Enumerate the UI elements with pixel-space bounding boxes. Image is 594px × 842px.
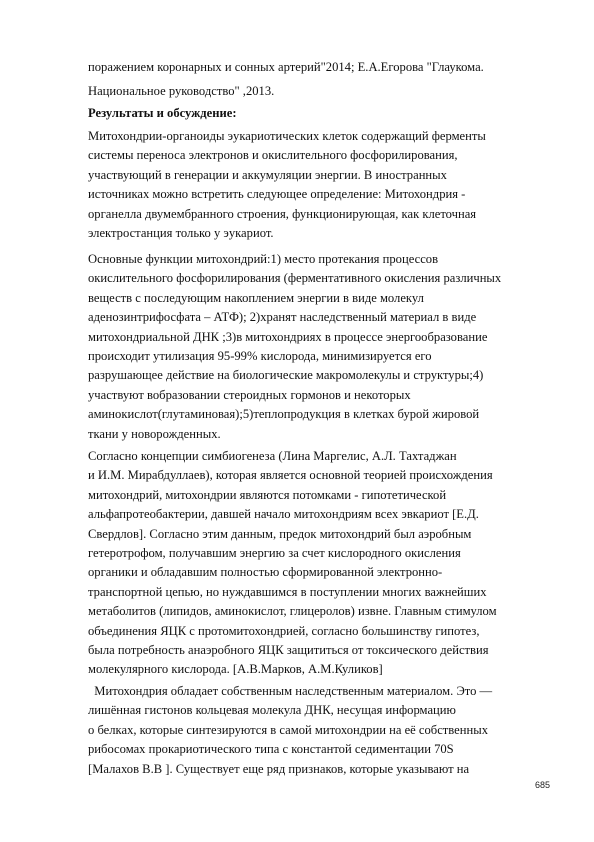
intro-reference <box>88 58 558 102</box>
paragraph-line: аденозинтрифосфата – АТФ); 2)хранят наследственный материал в виде <box>88 310 477 325</box>
paragraph-line: аминокислот(глутаминовая);5)теплопродукция в клетках бурой жировой <box>88 407 480 422</box>
paragraph-line: системы переноса электронов и окислительного фосфорилирования, <box>88 148 458 163</box>
intro-line: поражением коронарных и сонных артерий"2014; Е.А.Егорова "Глаукома. <box>88 60 484 74</box>
page-number: 685 <box>535 780 551 790</box>
paragraph-symbiogenesis <box>88 447 558 680</box>
section-heading <box>88 104 558 123</box>
paragraph-heredity <box>88 682 558 779</box>
paragraph-line: митохондрий, митохондрии являются потомками - гипотетической <box>88 487 447 502</box>
paragraph-line: альфапротеобактерии, давшей начало митохондриям всех эвкариот [Е.Д. <box>88 507 479 522</box>
paragraph-line: Митохондрия обладает собственным наследственным материалом. Это — <box>88 684 493 698</box>
paragraph-line: митохондриальной ДНК ;3)в митохондриях в процессе энергообразование <box>88 329 488 344</box>
section-heading-text: Результаты и обсуждение: <box>88 106 237 120</box>
paragraph-line: Согласно концепции симбиогенеза (Лина Маргелис, А.Л. Тахтаджан <box>88 449 457 463</box>
paragraph-line: Основные функции митохондрий:1) место протекания процессов <box>88 252 439 266</box>
paragraph-line: происходит утилизация 95-99% кислорода, минимизируется его <box>88 348 432 363</box>
paragraph-line: [Малахов В.В ]. Существует еще ряд признаков, которые указывают на <box>88 761 470 776</box>
paragraph-definition <box>88 127 558 243</box>
paragraph-line: электростанция только у эукариот. <box>88 225 274 240</box>
paragraph-line: участвующий в генерации и аккумуляции энергии. В иностранных <box>88 167 447 182</box>
paragraph-line: молекулярного кислорода. [А.В.Марков, А.М.Куликов] <box>88 662 383 677</box>
paragraph-line: органелла двумембранного строения, функционирующая, как клеточная <box>88 206 477 221</box>
paragraph-line: Митохондрии-органоиды эукариотических клеток содержащий ферменты <box>88 129 486 143</box>
paragraph-line: транспортной цепью, но нуждавшимся в поступлении многих важнейших <box>88 584 487 599</box>
paragraph-line: ткани у новорожденных. <box>88 426 221 441</box>
paragraph-line: рибосомах прокариотического типа с константой седиментации 70S <box>88 742 454 757</box>
paragraph-line: участвуют вобразовании стероидных гормонов и некоторых <box>88 387 411 402</box>
paragraph-line: гетеротрофом, получавшим энергию за счет кислородного окисления <box>88 545 461 560</box>
paragraph-line: веществ с последующим накоплением энергии в виде молекул <box>88 290 424 305</box>
paragraph-line: была потребность анаэробного ЯЦК защититься от токсического действия <box>88 642 489 657</box>
paragraph-line: лишённая гистонов кольцевая молекула ДНК, несущая информацию <box>88 703 456 718</box>
paragraph-line: органики и обладавшим полностью сформированной электронно- <box>88 565 443 580</box>
paragraph-line: окислительного фосфорилирования (ферментативного окисления различных <box>88 271 502 286</box>
paragraph-functions <box>88 250 558 444</box>
paragraph-line: разрушающее действие на биологические макромолекулы и структуры;4) <box>88 368 484 383</box>
paragraph-line: объединения ЯЦК с протомитохондрией, согласно большинству гипотез, <box>88 623 480 638</box>
paragraph-line: Свердлов]. Согласно этим данным, предок митохондрий был аэробным <box>88 526 472 541</box>
paragraph-line: о белках, которые синтезируются в самой митохондрии на её собственных <box>88 722 488 737</box>
intro-line: Национальное руководство" ,2013. <box>88 84 275 99</box>
paragraph-line: метаболитов (липидов, аминокислот, глицеролов) извне. Главным стимулом <box>88 604 497 619</box>
paragraph-line: и И.М. Мирабдуллаев), которая является основной теорией происхождения <box>88 468 493 483</box>
paragraph-line: источниках можно встретить следующее определение: Митохондрия - <box>88 187 466 202</box>
